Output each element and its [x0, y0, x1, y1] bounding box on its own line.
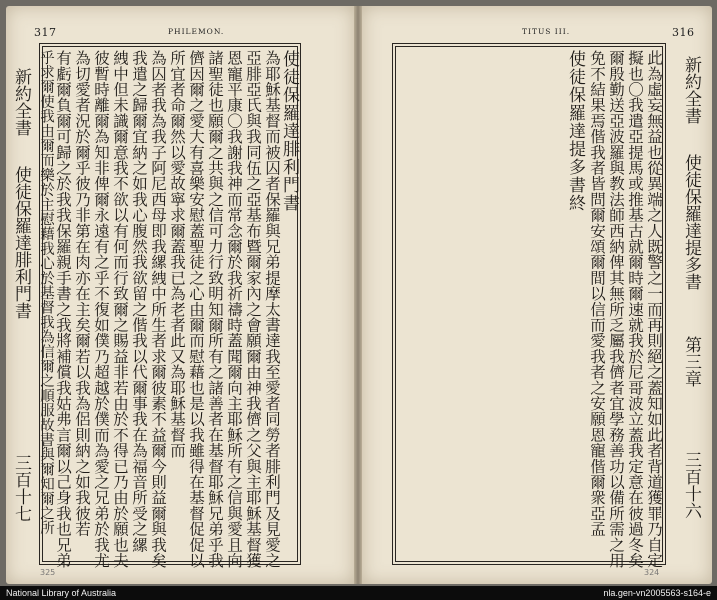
text-column-11: 為切愛者況於爾乎彼乃非第在肉亦在主矣爾若以我為侶則納之如我彼若	[73, 50, 91, 537]
page-number: 316	[672, 26, 695, 39]
footer-credit: National Library of Australia	[6, 588, 117, 598]
margin-epistle-title: 使徒保羅達腓利門書	[11, 166, 31, 319]
book-gutter	[354, 6, 362, 584]
text-column-2: 亞腓亞氏與我同伍之亞基布暨爾家內之會願爾由神我儕之父與主耶穌基督獲	[244, 50, 262, 569]
footer-identifier: nla.gen-vn2005563-s164-e	[603, 588, 711, 598]
margin-book-title: 新約全書	[11, 68, 31, 136]
text-column-12: 有虧爾負爾可歸之於我我保羅親手書之我將補償我姑弗言爾以己身我也兄弟	[54, 50, 72, 569]
text-column-4: 免不結果焉偕我者皆問爾安頌爾間以信而愛我者之安願恩寵偕爾衆亞孟	[588, 50, 606, 537]
text-column-1: 為耶穌基督而被囚者保羅與兄弟提摩太書達我至愛者同勞者腓利門及見愛之	[263, 50, 281, 569]
margin-chapter: 第三章	[681, 336, 701, 387]
pencil-folio: 325	[40, 568, 56, 577]
margin-page-number: 三百十六	[681, 451, 701, 519]
pencil-folio: 324	[644, 568, 660, 577]
right-page-header	[382, 26, 702, 42]
margin-page-number: 三百十七	[11, 454, 31, 522]
text-column-4: 諸聖徒也願爾之共與之信可力行致明知爾所有之諸善者在基督耶穌兄弟乎我	[206, 50, 224, 569]
margin-epistle-title: 使徒保羅達提多書	[681, 154, 701, 290]
text-column-10: 彼暫時離爾為知非俾爾永遠有之乎不復如僕乃超越於僕而為愛之兄弟於我尤	[92, 50, 110, 569]
text-column-7: 為囚者我為我子阿尼西母即我縲絏中所生者求爾彼素不益爾今則益爾與我矣	[149, 50, 167, 569]
text-column-8: 我遣之歸爾宜納之如我心腹然我欲留之偕我以代爾事我在為福音所受之縲	[130, 50, 148, 553]
footer-bar	[0, 586, 717, 600]
left-page-header	[34, 26, 334, 42]
text-column-6: 所宜者命爾然以愛故寧求爾蓋我已為老者此又為耶穌基督而	[168, 50, 186, 459]
running-title: TITUS III.	[522, 27, 571, 36]
text-column-9: 絏中但未識爾意我不欲以有何而行致爾之賜益非若由於不得已乃由於願也夫	[111, 50, 129, 569]
text-column-3: 爾殷勤送亞波羅與教法師西納俾其無所乏屬我儕者宜學務善功以備所需之用	[607, 50, 625, 569]
text-column-1: 此為虛妄無益也從異端之人既警之一而再則絕之蓋知如此者背道獲罪乃自定	[645, 50, 663, 569]
text-column-5: 儕因爾之愛大有喜樂安慰蓋聖徒之心由爾而慰藉也是以我雖得在基督促促以	[187, 50, 205, 569]
left-page	[6, 6, 354, 584]
book-end-line: 使徒保羅達提多書終	[565, 50, 585, 212]
margin-book-title: 新約全書	[681, 56, 701, 124]
book-title-line: 使徒保羅達腓利門書	[279, 50, 299, 212]
text-column-3: 恩寵平康〇我謝我神而常念爾於我祈禱時蓋聞爾向主耶穌所有之信與愛且向	[225, 50, 243, 569]
right-page	[362, 6, 712, 584]
running-title: PHILEMON.	[168, 27, 225, 36]
text-column-2: 擬也〇我遣亞提馬或推基古就爾時爾速就我於尼哥波立蓋我定意在彼過冬矣	[626, 50, 644, 569]
text-column-13: 乎求爾使我由爾而樂於主慰藉我心於基督我為信爾之順服故書與爾知爾之所	[38, 50, 54, 536]
page-number: 317	[34, 26, 57, 39]
